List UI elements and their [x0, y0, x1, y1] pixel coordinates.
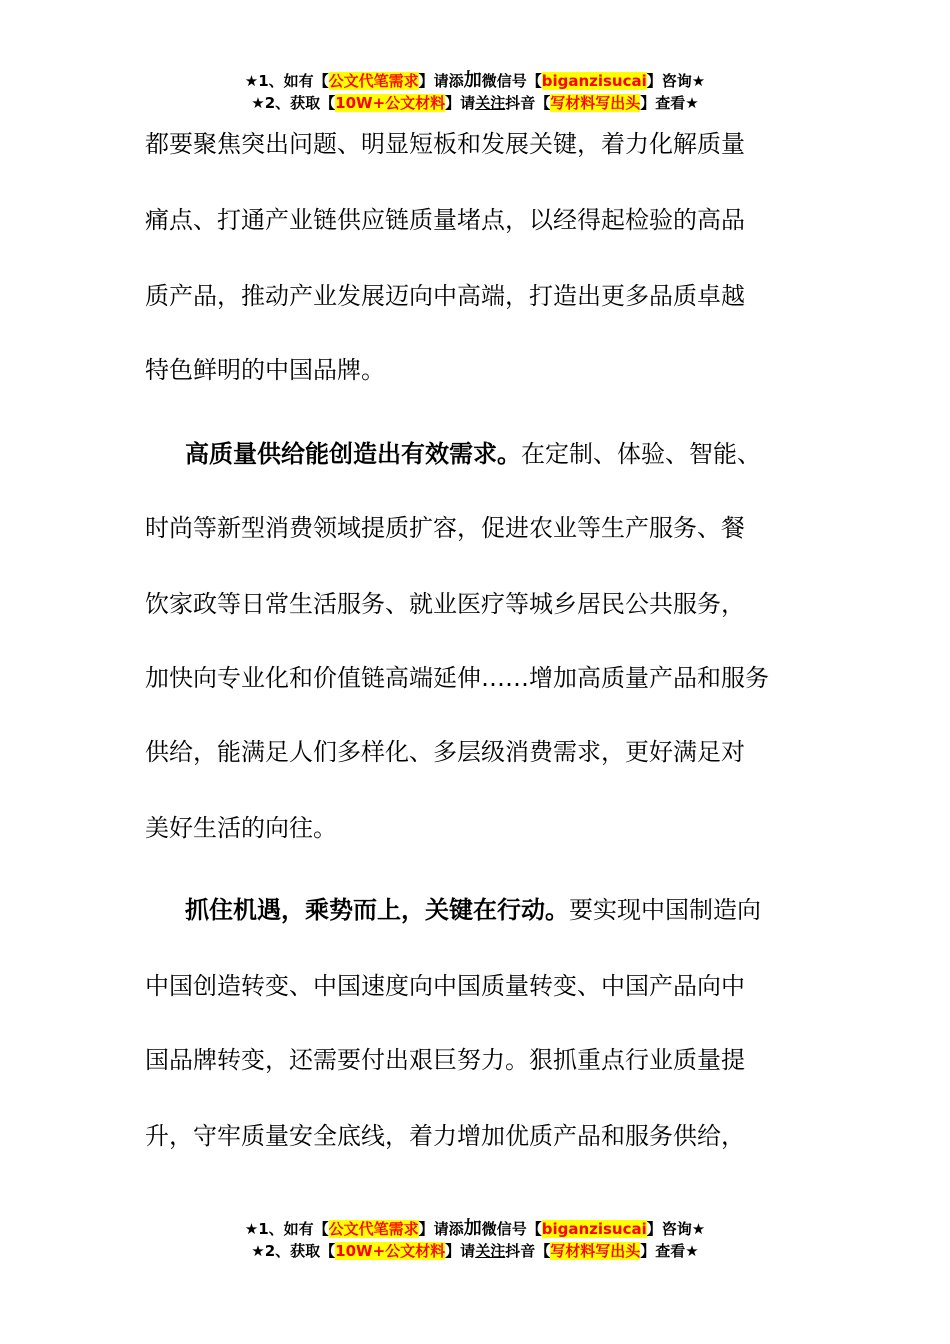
text-line: 痛点、打通产业链供应链质量堵点，以经得起检验的高品 [145, 206, 745, 234]
banner-line-1: ★1、如有【公文代笔需求】请添加微信号【biganzisucai】咨询★ [244, 1218, 706, 1239]
highlight-douyin: 写材料写出头 [550, 1242, 641, 1260]
paragraph-lead: 抓住机遇，乘势而上，关键在行动。 [185, 896, 569, 924]
highlight-service: 公文代笔需求 [328, 72, 419, 90]
highlight-materials: 10W+公文材料 [335, 94, 446, 112]
highlight-wechat-id: biganzisucai [541, 72, 647, 90]
header-banner [0, 70, 950, 114]
star-icon: ★ [691, 1220, 706, 1238]
highlight-service: 公文代笔需求 [328, 1220, 419, 1238]
text-line: 都要聚焦突出问题、明显短板和发展关键，着力化解质量 [145, 130, 745, 158]
text-line: 升，守牢质量安全底线，着力增加优质产品和服务供给， [145, 1122, 745, 1150]
highlight-wechat-id: biganzisucai [541, 1220, 647, 1238]
star-icon: ★ [251, 1242, 265, 1260]
text-line: 抓住机遇，乘势而上，关键在行动。要实现中国制造向 [185, 896, 761, 924]
text-line: 美好生活的向往。 [145, 814, 337, 842]
star-icon: ★ [251, 94, 265, 112]
text-line: 国品牌转变，还需要付出艰巨努力。狠抓重点行业质量提 [145, 1046, 745, 1074]
star-icon: ★ [244, 1220, 259, 1238]
text-line: 时尚等新型消费领域提质扩容，促进农业等生产服务、餐 [145, 514, 745, 542]
paragraph-lead: 高质量供给能创造出有效需求。 [185, 440, 521, 468]
highlight-materials: 10W+公文材料 [335, 1242, 446, 1260]
star-icon: ★ [691, 72, 706, 90]
text-line: 特色鲜明的中国品牌。 [145, 356, 385, 384]
star-icon: ★ [244, 72, 259, 90]
text-line: 高质量供给能创造出有效需求。在定制、体验、智能、 [185, 440, 761, 468]
footer-banner [0, 1218, 950, 1262]
text-line: 中国创造转变、中国速度向中国质量转变、中国产品向中 [145, 972, 745, 1000]
text-line: 饮家政等日常生活服务、就业医疗等城乡居民公共服务， [145, 590, 745, 618]
star-icon: ★ [685, 94, 699, 112]
text-line: 加快向专业化和价值链高端延伸……增加高质量产品和服务 [145, 664, 769, 692]
star-icon: ★ [685, 1242, 699, 1260]
highlight-douyin: 写材料写出头 [550, 94, 641, 112]
text-line: 供给，能满足人们多样化、多层级消费需求，更好满足对 [145, 738, 745, 766]
banner-line-2: ★2、获取【10W+公文材料】请关注抖音【写材料写出头】查看★ [251, 1242, 699, 1260]
text-line: 质产品，推动产业发展迈向中高端，打造出更多品质卓越 [145, 282, 745, 310]
banner-line-2: ★2、获取【10W+公文材料】请关注抖音【写材料写出头】查看★ [251, 94, 699, 112]
banner-line-1: ★1、如有【公文代笔需求】请添加微信号【biganzisucai】咨询★ [244, 70, 706, 91]
